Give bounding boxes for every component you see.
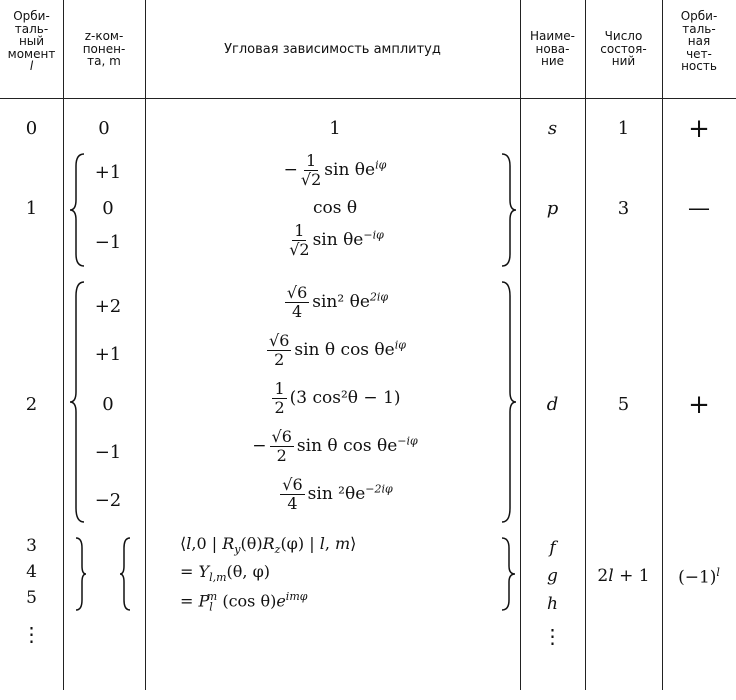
row1-left-brace [68,152,88,268]
row-general-count: 2l + 1 [597,566,650,586]
row2-m-plus2: +2 [94,296,122,317]
row-general-brace-a [74,536,88,612]
row-general-name-f: f [549,538,556,558]
header-number-of-states: Число состоя- ний [600,29,647,68]
row1-expr-2: cos θ [312,198,358,218]
row1-m-plus1: +1 [94,162,122,183]
row2-m-plus1: +1 [94,344,122,365]
row-general-expr-spherical-harmonic: = $Y_{l,m}(\theta$, φ) [180,562,271,585]
row1-m-minus1: −1 [94,232,122,253]
row-general-brace-b [118,536,132,612]
row1-expr-3: $\frac{1}{√2}$ $\sin \theta e^{-i\varphi}$ [289,221,384,259]
row1-count: 3 [617,198,630,219]
row2-m-minus2: −2 [94,490,122,511]
header-rule [0,98,736,99]
row2-count: 5 [617,394,630,415]
row0-expr: 1 [329,118,341,139]
row2-m-0: 0 [102,394,114,415]
row-general-l-3: 3 [26,536,37,556]
row2-right-brace [500,280,520,526]
row2-left-brace [68,280,88,526]
row2-l: 2 [25,394,38,415]
row-general-name-g: g [547,566,558,586]
row-general-parity: $(-1)^l$ [678,566,720,588]
row0-count: 1 [617,118,630,139]
row2-expr-4: − $\frac{√6}{2}$ sin θ $\cos \theta e^{-i\varphi}$ [252,427,418,465]
row2-parity: + [688,390,710,420]
row2-m-minus1: −1 [94,442,122,463]
row-general-right-brace [500,536,518,612]
header-name: Наиме- нова- ние [530,29,575,68]
row0-parity: + [688,114,710,144]
row2-expr-2: $\frac{√6}{2}$ sin θ $\cos \theta e^{i\varphi}$ [269,331,406,369]
row-general-name-ellipsis: ⋮ [542,624,563,648]
header-orbital-parity: Орби- таль- ная чет- ность [680,9,718,73]
col-divider-2 [145,0,146,690]
row2-name: d [546,394,559,415]
row2-expr-1: $\frac{√6}{4}$ sin² $\theta e^{2i\varphi}$ [286,283,389,321]
row1-l: 1 [25,198,38,219]
row-general-l-5: 5 [26,588,37,608]
header-orbital-moment: Орби- таль- ный момент l [7,9,56,73]
row-general-l-ellipsis: ⋮ [21,622,42,646]
row1-right-brace [500,152,520,268]
row0-name: s [547,118,558,139]
row-general-name-h: h [547,594,558,614]
col-divider-3 [520,0,521,690]
row2-expr-5: $\frac{√6}{4}$ $\sin ^2\theta e^{-2i\varphi}$ [282,475,393,513]
row2-expr-3: $\frac{1}{2}$ (3 cos²θ − 1) [274,379,401,417]
row0-l: 0 [25,118,38,139]
header-z-component: z-ком- понен- та, m [82,29,126,68]
row0-m: 0 [98,118,110,139]
col-divider-4 [585,0,586,690]
header-angular-dependence: Угловая зависимость амплитуд [224,42,441,57]
row-general-l-4: 4 [26,562,37,582]
row1-expr-1: − $\frac{1}{√2}$ $\sin \theta e^{i\varphi}$ [283,151,387,189]
row1-parity: — [688,196,710,221]
row1-name: p [546,198,559,219]
row1-m-0: 0 [102,198,114,219]
col-divider-1 [63,0,64,690]
row-general-expr-legendre: = $P_l^m$ (cos $\theta)e^{im\varphi}$ [180,590,308,614]
row-general-expr-bra-ket: ⟨l,0 | $R_y(\theta)R_z(\varphi)$ | l, m⟩ [180,534,357,557]
